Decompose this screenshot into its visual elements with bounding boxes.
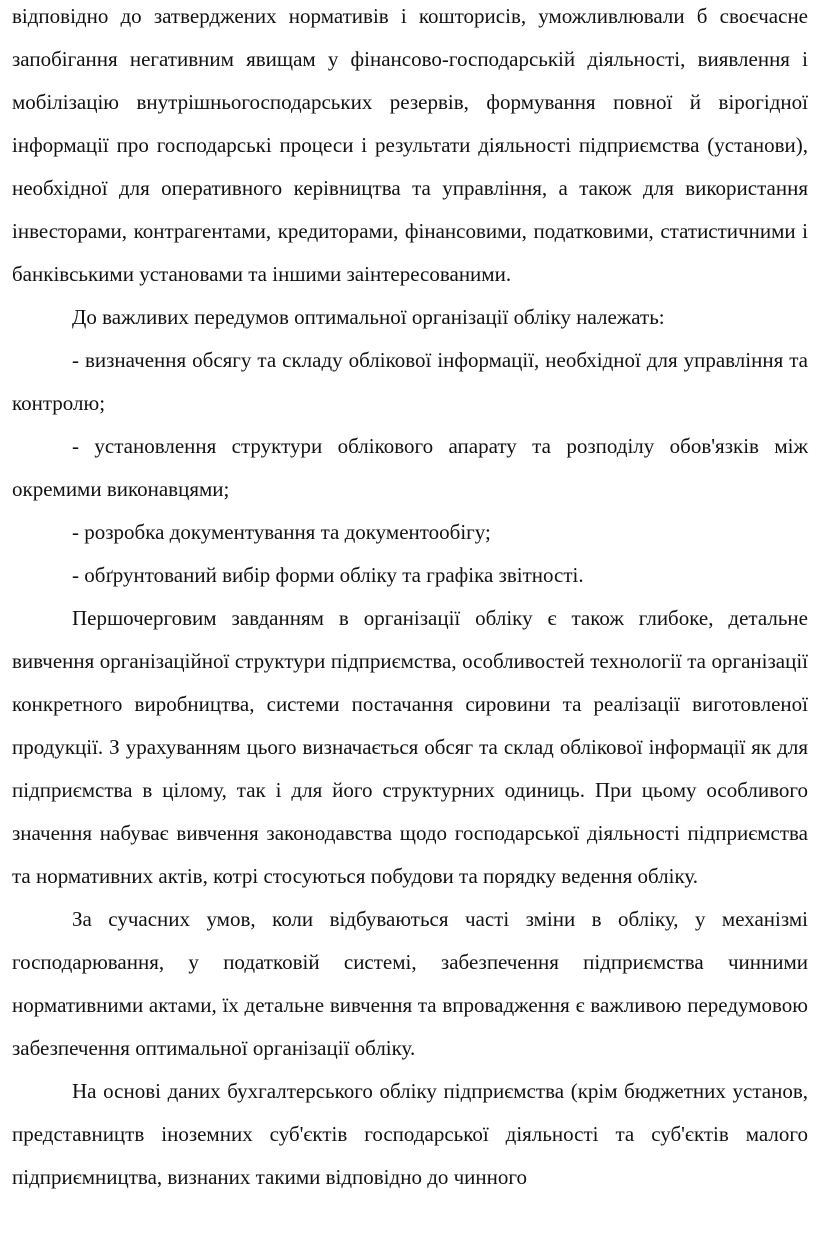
list-item-info-scope: - визначення обсягу та складу облікової інформації, необхідної для управління та контролю; [12, 348, 808, 415]
paragraph-accounting-data: На основі даних бухгалтерського обліку підприємства (крім бюджетних установ, представництв іноземних суб'єктів господарської діяльності та суб'єктів малого підприємництва, визнаних такими відповідно до чинного [12, 1079, 808, 1189]
paragraph-modern-conditions: За сучасних умов, коли відбуваються часті зміни в обліку, у механізмі господарювання, у податковій системі, забезпечення підприємства чинними нормативними актами, їх детальне вивчення та впровадження є важливою передумовою забезпечення оптимальної організації обліку. [12, 907, 808, 1060]
list-item-accounting-form: - обґрунтований вибір форми обліку та графіка звітності. [72, 563, 584, 587]
list-item-documentation: - розробка документування та документообігу; [72, 520, 491, 544]
document-page [12, 0, 808, 1199]
paragraph-prerequisites-intro: До важливих передумов оптимальної організації обліку належать: [72, 305, 665, 329]
paragraph-primary-task: Першочерговим завданням в організації обліку є також глибоке, детальне вивчення організаційної структури підприємства, особливостей технології та організації конкретного виробництва, системи постачання сировини та реалізації виготовленої продукції. З урахуванням цього визначається обсяг та склад облікової інформації як для підприємства в цілому, так і для його структурних одиниць. При цьому особливого значення набуває вивчення законодавства щодо господарської діяльності підприємства та нормативних актів, котрі стосуються побудови та порядку ведення обліку. [12, 606, 808, 888]
list-item-staff-structure: - установлення структури облікового апарату та розподілу обов'язків між окремими виконавцями; [12, 434, 808, 501]
paragraph-continuation: відповідно до затверджених нормативів і кошторисів, уможливлювали б своєчасне запобігання негативним явищам у фінансово-господарській діяльності, виявлення і мобілізацію внутрішньогосподарських резервів, формування повної й вірогідної інформації про господарські процеси і результати діяльності підприємства (установи), необхідної для оперативного керівництва та управління, а також для використання інвесторами, контрагентами, кредиторами, фінансовими, податковими, статистичними і банківськими установами та іншими заінтересованими. [12, 4, 808, 286]
